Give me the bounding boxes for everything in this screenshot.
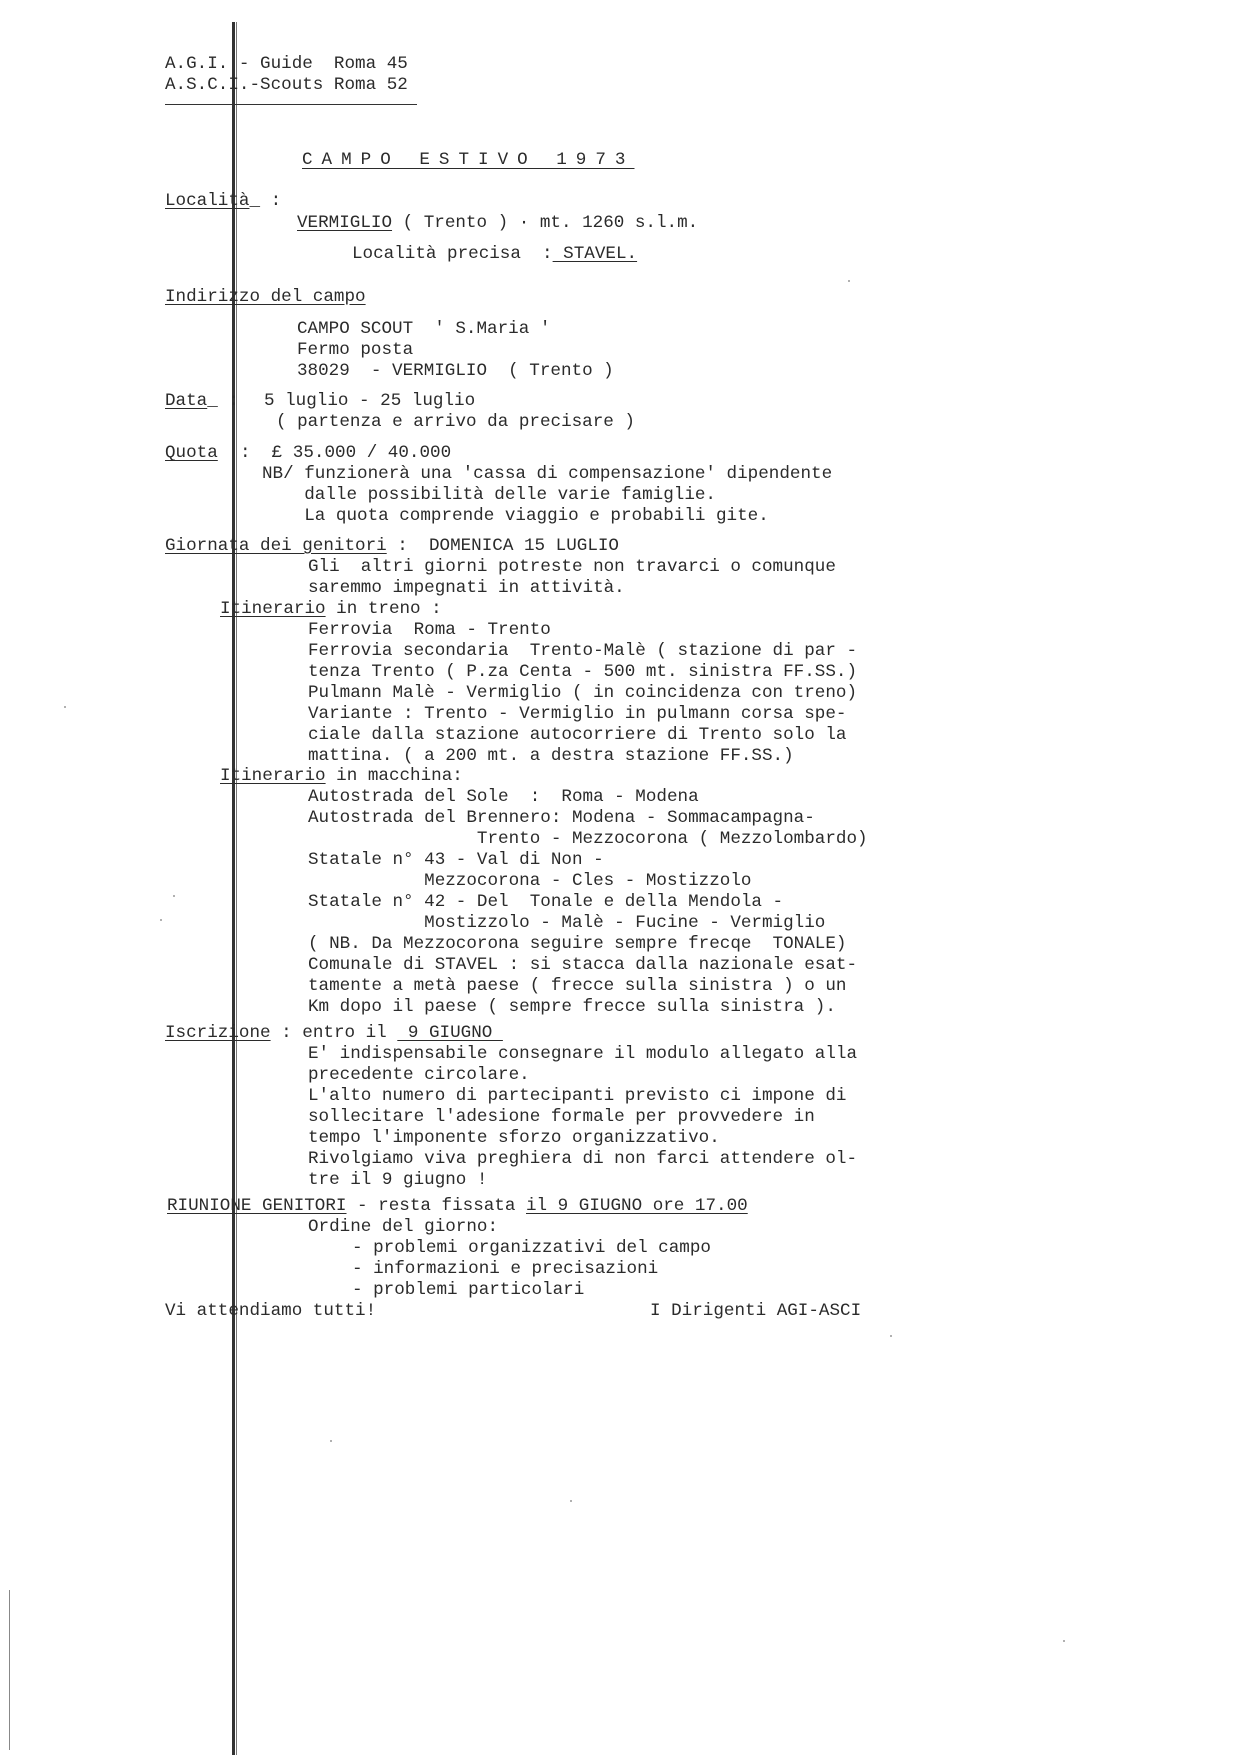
localita-precisa-line [352, 244, 637, 264]
iscrizione-line [165, 1023, 503, 1043]
indirizzo-line-1: CAMPO SCOUT ' S.Maria ' [297, 319, 551, 339]
macchina-line-2: Autostrada del Brennero: Modena - Sommacampagna- [308, 808, 815, 828]
riunione-item-1: - problemi organizzativi del campo [352, 1238, 711, 1258]
treno-line-2: Ferrovia secondaria Trento-Malè ( stazione di par - [308, 641, 858, 661]
scan-speck [64, 706, 66, 708]
itinerario-macchina-label-rest: in macchina: [325, 766, 463, 786]
indirizzo-line-2: Fermo posta [297, 340, 414, 360]
riunione-middle: - resta fissata [346, 1196, 526, 1216]
iscrizione-note-3: L'alto numero di partecipanti previsto ci impone di [308, 1086, 847, 1106]
scan-speck [160, 919, 162, 921]
binding-line-shadow [236, 22, 237, 1755]
treno-line-7: mattina. ( a 200 mt. a destra stazione FF.SS.) [308, 746, 794, 766]
scan-speck [848, 280, 850, 282]
scan-speck [1063, 1640, 1065, 1642]
iscrizione-note-7: tre il 9 giugno ! [308, 1170, 488, 1190]
indirizzo-label: Indirizzo del campo [165, 287, 366, 307]
iscrizione-prefix: : entro il [270, 1023, 398, 1043]
giornata-note-1: Gli altri giorni potreste non travarci o comunque [308, 557, 836, 577]
quota-label: Quota [165, 443, 218, 463]
treno-line-3: tenza Trento ( P.za Centa - 500 mt. sinistra FF.SS.) [308, 662, 858, 682]
riunione-date: il 9 GIUGNO ore 17.00 [526, 1196, 748, 1216]
riunione-line [167, 1196, 748, 1216]
riunione-item-3: - problemi particolari [352, 1280, 585, 1300]
macchina-line-4: Statale n° 43 - Val di Non - [308, 850, 604, 870]
treno-line-1: Ferrovia Roma - Trento [308, 620, 551, 640]
data-sep: _ : [207, 391, 239, 411]
macchina-line-6: Statale n° 42 - Del Tonale e della Mendola - [308, 892, 784, 912]
data-line-2: ( partenza e arrivo da precisare ) [276, 412, 635, 432]
quota-note-1: NB/ funzionerà una 'cassa di compensazione' dipendente [262, 464, 833, 484]
treno-line-5: Variante : Trento - Vermiglio in pulmann corsa spe- [308, 704, 847, 724]
localita-label: Località [165, 191, 250, 211]
data-label: Data [165, 391, 208, 411]
quota-note-3: La quota comprende viaggio e probabili gite. [262, 506, 769, 526]
riunione-label: RIUNIONE GENITORI [167, 1196, 347, 1216]
scan-speck [570, 1500, 572, 1502]
iscrizione-note-2: precedente circolare. [308, 1065, 530, 1085]
treno-line-4: Pulmann Malè - Vermiglio ( in coincidenza con treno) [308, 683, 858, 703]
giornata-value: : DOMENICA 15 LUGLIO [386, 536, 619, 556]
page-title: CAMPO ESTIVO 1973 [302, 150, 635, 170]
macchina-line-3: Trento - Mezzocorona ( Mezzolombardo) [308, 829, 868, 849]
scan-edge [9, 1590, 10, 1750]
footer-left: Vi attendiamo tutti! [165, 1301, 377, 1321]
iscrizione-date: 9 GIUGNO [397, 1023, 503, 1043]
localita-precisa-value: STAVEL. [552, 244, 638, 264]
riunione-item-2: - informazioni e precisazioni [352, 1259, 659, 1279]
macchina-line-10: tamente a metà paese ( frecce sulla sinistra ) o un [308, 976, 847, 996]
giornata-note-2: saremmo impegnati in attività. [308, 578, 625, 598]
macchina-line-1: Autostrada del Sole : Roma - Modena [308, 787, 699, 807]
iscrizione-note-1: E' indispensabile consegnare il modulo allegato alla [308, 1044, 858, 1064]
itinerario-treno-heading [220, 599, 442, 619]
header-line-2: A.S.C.I.-Scouts Roma 52 [165, 75, 408, 95]
treno-line-6: ciale dalla stazione autocorriere di Trento solo la [308, 725, 847, 745]
localita-precisa-label: Località precisa : [352, 244, 553, 264]
data-section [165, 391, 239, 411]
macchina-line-9: Comunale di STAVEL : si stacca dalla nazionale esat- [308, 955, 858, 975]
binding-line [232, 22, 235, 1755]
indirizzo-line-3: 38029 - VERMIGLIO ( Trento ) [297, 361, 614, 381]
header-rule [165, 104, 417, 105]
iscrizione-note-4: sollecitare l'adesione formale per provvedere in [308, 1107, 815, 1127]
scan-speck [173, 895, 175, 897]
scan-speck [330, 1440, 332, 1442]
itinerario-macchina-heading [220, 766, 463, 786]
giornata-label: Giornata dei genitori [165, 536, 387, 556]
quota-note-2: dalle possibilità delle varie famiglie. [262, 485, 716, 505]
giornata-line [165, 536, 619, 556]
localita-value: VERMIGLIO [297, 213, 393, 233]
iscrizione-label: Iscrizione [165, 1023, 271, 1043]
itinerario-treno-label-rest: in treno : [325, 599, 442, 619]
localita-colon: _ : [249, 191, 282, 211]
iscrizione-note-6: Rivolgiamo viva preghiera di non farci attendere ol- [308, 1149, 858, 1169]
iscrizione-note-5: tempo l'imponente sforzo organizzativo. [308, 1128, 720, 1148]
footer-right: I Dirigenti AGI-ASCI [650, 1301, 862, 1321]
scan-speck [890, 1335, 892, 1337]
itinerario-macchina-label: Itinerario [220, 766, 326, 786]
data-line-1: 5 luglio - 25 luglio [264, 391, 476, 411]
macchina-line-11: Km dopo il paese ( sempre frecce sulla sinistra ). [308, 997, 836, 1017]
macchina-line-7: Mostizzolo - Malè - Fucine - Vermiglio [308, 913, 826, 933]
quota-line-1: : £ 35.000 / 40.000 [240, 443, 452, 463]
header-line-1: A.G.I. - Guide Roma 45 [165, 54, 408, 74]
riunione-ordine: Ordine del giorno: [308, 1217, 499, 1237]
macchina-line-8: ( NB. Da Mezzocorona seguire sempre frecqe TONALE) [308, 934, 847, 954]
itinerario-treno-label: Itinerario [220, 599, 326, 619]
localita-value-line [297, 213, 698, 233]
macchina-line-5: Mezzocorona - Cles - Mostizzolo [308, 871, 752, 891]
localita-value-rest: ( Trento ) · mt. 1260 s.l.m. [392, 213, 699, 233]
localita-section [165, 191, 281, 211]
